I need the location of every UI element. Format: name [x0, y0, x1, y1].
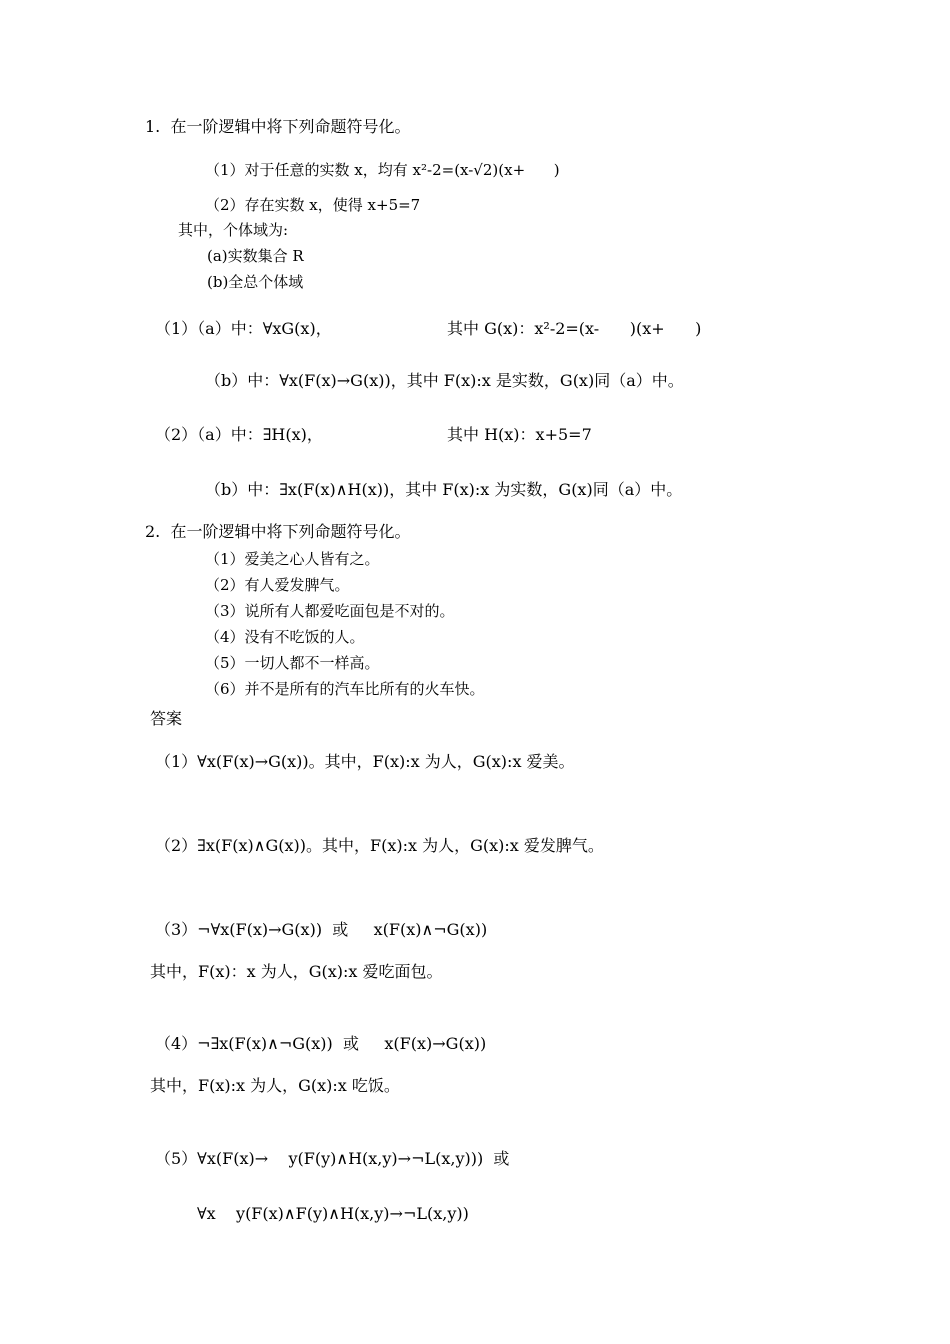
q2-answer-5-alt: ∀x y(F(x)∧F(y)∧H(x,y)→¬L(x,y)) — [197, 1204, 469, 1223]
answer-2a-left: （2）（a）中：∃H(x)， — [155, 425, 323, 444]
q2-item-4: （4）没有不吃饭的人。 — [205, 628, 365, 646]
q2-item-5: （5）一切人都不一样高。 — [205, 654, 380, 672]
answer-1a-left: （1）（a）中：∀xG(x)， — [155, 319, 332, 338]
q2-answer-3: （3）¬∀x(F(x)→G(x)) 或 x(F(x)∧¬G(x)) — [155, 920, 488, 939]
domain-intro: 其中，个体域为: — [178, 221, 289, 239]
q2-answer-5: （5）∀x(F(x)→ y(F(y)∧H(x,y)→¬L(x,y))) 或 — [155, 1149, 510, 1168]
q2-answer-3-note: 其中，F(x)：x 为人，G(x):x 爱吃面包。 — [150, 962, 443, 981]
q2-answer-4: （4）¬∃x(F(x)∧¬G(x)) 或 x(F(x)→G(x)) — [155, 1034, 487, 1053]
q2-answer-1: （1）∀x(F(x)→G(x))。其中，F(x):x 为人，G(x):x 爱美。 — [155, 752, 575, 771]
q2-title: 2. 在一阶逻辑中将下列命题符号化。 — [145, 522, 411, 541]
answer-1b: （b）中：∀x(F(x)→G(x))，其中 F(x):x 是实数，G(x)同（a）中。 — [205, 371, 684, 390]
answer-label: 答案 — [150, 709, 183, 728]
q2-item-2: （2）有人爱发脾气。 — [205, 576, 350, 594]
q2-item-6: （6）并不是所有的汽车比所有的火车快。 — [205, 680, 485, 698]
domain-a: (a)实数集合 R — [207, 247, 304, 265]
answer-2b: （b）中：∃x(F(x)∧H(x))，其中 F(x):x 为实数，G(x)同（a）中。 — [205, 480, 683, 499]
q1-title: 1. 在一阶逻辑中将下列命题符号化。 — [145, 117, 411, 136]
q2-item-1: （1）爱美之心人皆有之。 — [205, 550, 380, 568]
q1-item-2: （2）存在实数 x，使得 x+5=7 — [205, 196, 421, 214]
domain-b: (b)全总个体域 — [207, 273, 304, 291]
answer-1a-right: 其中 G(x)：x²-2=(x- )(x+ ) — [447, 319, 702, 338]
q2-item-3: （3）说所有人都爱吃面包是不对的。 — [205, 602, 455, 620]
answer-2a-right: 其中 H(x)：x+5=7 — [447, 425, 592, 444]
q1-item-1: （1）对于任意的实数 x，均有 x²-2=(x-√2)(x+ ) — [205, 161, 560, 179]
q2-answer-2: （2）∃x(F(x)∧G(x))。其中，F(x):x 为人，G(x):x 爱发脾气。 — [155, 836, 604, 855]
q2-answer-4-note: 其中，F(x):x 为人，G(x):x 吃饭。 — [150, 1076, 400, 1095]
